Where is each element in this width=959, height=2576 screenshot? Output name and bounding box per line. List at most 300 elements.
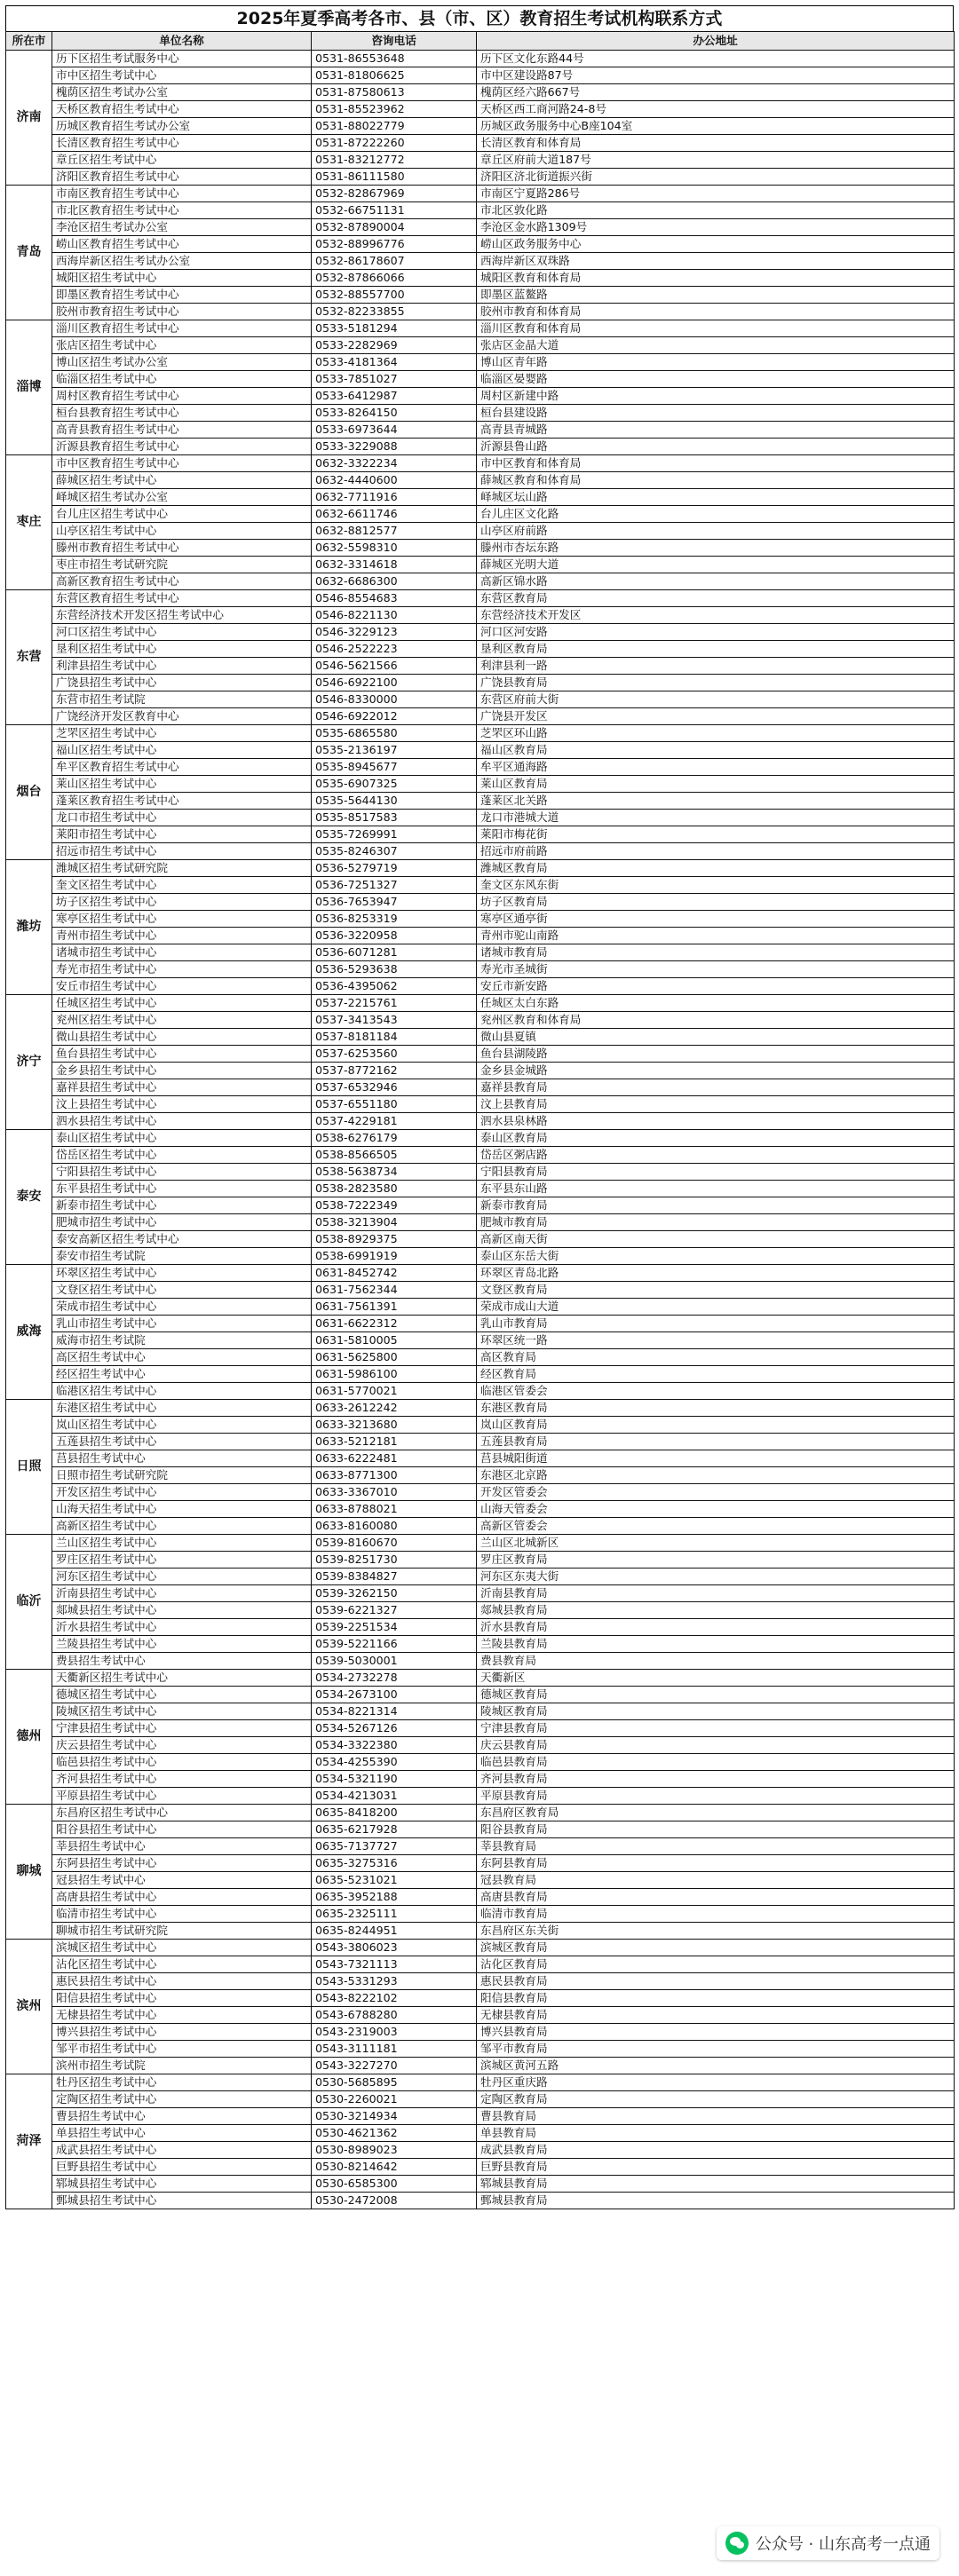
city-cell: 泰安 <box>6 1130 52 1265</box>
table-row <box>6 1012 955 1029</box>
table-row <box>6 1366 955 1383</box>
address-cell: 巨野县教育局 <box>477 2159 955 2176</box>
table-row <box>6 523 955 540</box>
table-row <box>6 742 955 759</box>
address-cell: 无棣县教育局 <box>477 2007 955 2024</box>
phone-cell: 0532-87866066 <box>312 270 477 287</box>
organization-name-cell: 寒亭区招生考试中心 <box>52 911 312 928</box>
table-row <box>6 826 955 843</box>
organization-name-cell: 泗水县招生考试中心 <box>52 1113 312 1130</box>
table-row <box>6 320 955 337</box>
address-cell: 莘县教育局 <box>477 1838 955 1855</box>
header-city: 所在市 <box>6 32 52 51</box>
table-row <box>6 1771 955 1788</box>
table-row <box>6 911 955 928</box>
table-row <box>6 995 955 1012</box>
city-cell: 青岛 <box>6 186 52 320</box>
organization-name-cell: 五莲县招生考试中心 <box>52 1434 312 1450</box>
organization-name-cell: 金乡县招生考试中心 <box>52 1063 312 1079</box>
organization-name-cell: 长清区教育招生考试中心 <box>52 135 312 152</box>
phone-cell: 0546-8330000 <box>312 691 477 708</box>
table-row <box>6 1434 955 1450</box>
phone-cell: 0539-8160670 <box>312 1535 477 1552</box>
organization-name-cell: 槐荫区招生考试办公室 <box>52 84 312 101</box>
table-row <box>6 1940 955 1956</box>
organization-name-cell: 临邑县招生考试中心 <box>52 1754 312 1771</box>
phone-cell: 0532-82867969 <box>312 186 477 202</box>
address-cell: 微山县夏镇 <box>477 1029 955 1046</box>
phone-cell: 0546-6922100 <box>312 675 477 691</box>
phone-cell: 0532-87890004 <box>312 219 477 236</box>
address-cell: 市北区敦化路 <box>477 202 955 219</box>
address-cell: 定陶区教育局 <box>477 2091 955 2108</box>
phone-cell: 0534-4255390 <box>312 1754 477 1771</box>
organization-name-cell: 临淄区招生考试中心 <box>52 371 312 388</box>
organization-name-cell: 河口区招生考试中心 <box>52 624 312 641</box>
organization-name-cell: 东港区招生考试中心 <box>52 1400 312 1417</box>
table-row <box>6 304 955 320</box>
table-row <box>6 2142 955 2159</box>
phone-cell: 0633-8788021 <box>312 1501 477 1518</box>
address-cell: 周村区新建中路 <box>477 388 955 405</box>
table-row <box>6 2041 955 2058</box>
phone-cell: 0537-6253560 <box>312 1046 477 1063</box>
city-cell: 烟台 <box>6 725 52 860</box>
address-cell: 福山区教育局 <box>477 742 955 759</box>
address-cell: 天衢新区 <box>477 1670 955 1687</box>
phone-cell: 0535-6907325 <box>312 776 477 793</box>
table-row <box>6 371 955 388</box>
page-title: 2025年夏季高考各市、县（市、区）教育招生考试机构联系方式 <box>5 5 954 31</box>
table-row <box>6 472 955 489</box>
phone-cell: 0538-3213904 <box>312 1214 477 1231</box>
address-cell: 环翠区统一路 <box>477 1332 955 1349</box>
phone-cell: 0632-7711916 <box>312 489 477 506</box>
table-row <box>6 1569 955 1585</box>
phone-cell: 0530-8989023 <box>312 2142 477 2159</box>
phone-cell: 0633-6222481 <box>312 1450 477 1467</box>
table-row <box>6 51 955 67</box>
address-cell: 高新区南天街 <box>477 1231 955 1248</box>
address-cell: 乳山市教育局 <box>477 1316 955 1332</box>
table-row <box>6 236 955 253</box>
phone-cell: 0531-85523962 <box>312 101 477 118</box>
organization-name-cell: 高区招生考试中心 <box>52 1349 312 1366</box>
table-row <box>6 422 955 439</box>
organization-name-cell: 胶州市教育招生考试中心 <box>52 304 312 320</box>
phone-cell: 0537-8772162 <box>312 1063 477 1079</box>
organization-name-cell: 环翠区招生考试中心 <box>52 1265 312 1282</box>
phone-cell: 0538-5638734 <box>312 1164 477 1181</box>
phone-cell: 0531-86111580 <box>312 169 477 186</box>
phone-cell: 0631-5770021 <box>312 1383 477 1400</box>
table-row <box>6 1265 955 1282</box>
phone-cell: 0631-7561391 <box>312 1299 477 1316</box>
address-cell: 冠县教育局 <box>477 1872 955 1889</box>
phone-cell: 0538-6991919 <box>312 1248 477 1265</box>
city-cell: 济南 <box>6 51 52 186</box>
address-cell: 嘉祥县教育局 <box>477 1079 955 1096</box>
phone-cell: 0632-3314618 <box>312 557 477 573</box>
organization-name-cell: 李沧区招生考试办公室 <box>52 219 312 236</box>
table-row <box>6 202 955 219</box>
address-cell: 陵城区教育局 <box>477 1703 955 1720</box>
address-cell: 新泰市教育局 <box>477 1197 955 1214</box>
table-row <box>6 944 955 961</box>
address-cell: 成武县教育局 <box>477 2142 955 2159</box>
organization-name-cell: 天衢新区招生考试中心 <box>52 1670 312 1687</box>
organization-name-cell: 开发区招生考试中心 <box>52 1484 312 1501</box>
phone-cell: 0532-88996776 <box>312 236 477 253</box>
phone-cell: 0632-3322234 <box>312 455 477 472</box>
table-row <box>6 1450 955 1467</box>
table-row <box>6 1079 955 1096</box>
header-phone: 咨询电话 <box>312 32 477 51</box>
phone-cell: 0543-3111181 <box>312 2041 477 2058</box>
address-cell: 槐荫区经六路667号 <box>477 84 955 101</box>
phone-cell: 0530-4621362 <box>312 2125 477 2142</box>
address-cell: 崂山区政务服务中心 <box>477 236 955 253</box>
organization-name-cell: 阳谷县招生考试中心 <box>52 1821 312 1838</box>
phone-cell: 0531-83212772 <box>312 152 477 169</box>
organization-name-cell: 乳山市招生考试中心 <box>52 1316 312 1332</box>
organization-name-cell: 费县招生考试中心 <box>52 1653 312 1670</box>
organization-name-cell: 任城区招生考试中心 <box>52 995 312 1012</box>
table-row <box>6 675 955 691</box>
phone-cell: 0531-81806625 <box>312 67 477 84</box>
table-row <box>6 1805 955 1821</box>
phone-cell: 0632-8812577 <box>312 523 477 540</box>
organization-name-cell: 坊子区招生考试中心 <box>52 894 312 911</box>
address-cell: 环翠区青岛北路 <box>477 1265 955 1282</box>
organization-name-cell: 邹平市招生考试中心 <box>52 2041 312 2058</box>
address-cell: 薛城区光明大道 <box>477 557 955 573</box>
table-row <box>6 1501 955 1518</box>
address-cell: 广饶县教育局 <box>477 675 955 691</box>
table-row <box>6 1552 955 1569</box>
table-row <box>6 776 955 793</box>
address-cell: 肥城市教育局 <box>477 1214 955 1231</box>
organization-name-cell: 台儿庄区招生考试中心 <box>52 506 312 523</box>
table-row <box>6 590 955 607</box>
address-cell: 荣成市成山大道 <box>477 1299 955 1316</box>
address-cell: 东营经济技术开发区 <box>477 607 955 624</box>
address-cell: 沂水县教育局 <box>477 1619 955 1636</box>
address-cell: 台儿庄区文化路 <box>477 506 955 523</box>
organization-name-cell: 泰安高新区招生考试中心 <box>52 1231 312 1248</box>
phone-cell: 0635-8418200 <box>312 1805 477 1821</box>
table-row <box>6 691 955 708</box>
table-row <box>6 961 955 978</box>
address-cell: 山亭区府前路 <box>477 523 955 540</box>
table-row <box>6 1113 955 1130</box>
table-row <box>6 2024 955 2041</box>
phone-cell: 0536-6071281 <box>312 944 477 961</box>
header-address: 办公地址 <box>477 32 955 51</box>
address-cell: 坊子区教育局 <box>477 894 955 911</box>
table-row <box>6 1063 955 1079</box>
phone-cell: 0534-2732278 <box>312 1670 477 1687</box>
phone-cell: 0631-6622312 <box>312 1316 477 1332</box>
address-cell: 泰山区教育局 <box>477 1130 955 1147</box>
phone-cell: 0635-5231021 <box>312 1872 477 1889</box>
organization-name-cell: 威海市招生考试院 <box>52 1332 312 1349</box>
address-cell: 滨城区黄河五路 <box>477 2058 955 2074</box>
organization-name-cell: 平原县招生考试中心 <box>52 1788 312 1805</box>
table-row <box>6 1703 955 1720</box>
phone-cell: 0539-8251730 <box>312 1552 477 1569</box>
table-row <box>6 405 955 422</box>
table-row <box>6 725 955 742</box>
phone-cell: 0536-5279719 <box>312 860 477 877</box>
phone-cell: 0534-2673100 <box>312 1687 477 1703</box>
table-row <box>6 2193 955 2209</box>
organization-name-cell: 龙口市招生考试中心 <box>52 810 312 826</box>
table-row <box>6 337 955 354</box>
address-cell: 经区教育局 <box>477 1366 955 1383</box>
address-cell: 历下区文化东路44号 <box>477 51 955 67</box>
organization-name-cell: 临港区招生考试中心 <box>52 1383 312 1400</box>
table-row <box>6 1821 955 1838</box>
phone-cell: 0633-2612242 <box>312 1400 477 1417</box>
organization-name-cell: 广饶经济开发区教育中心 <box>52 708 312 725</box>
organization-name-cell: 聊城市招生考试研究院 <box>52 1923 312 1940</box>
city-cell: 威海 <box>6 1265 52 1400</box>
organization-name-cell: 阳信县招生考试中心 <box>52 1990 312 2007</box>
address-cell: 长清区教育和体育局 <box>477 135 955 152</box>
address-cell: 齐河县教育局 <box>477 1771 955 1788</box>
table-row <box>6 1282 955 1299</box>
phone-cell: 0532-66751131 <box>312 202 477 219</box>
city-cell: 枣庄 <box>6 455 52 590</box>
organization-name-cell: 高新区教育招生考试中心 <box>52 573 312 590</box>
table-row <box>6 540 955 557</box>
phone-cell: 0632-5598310 <box>312 540 477 557</box>
address-cell: 沂源县鲁山路 <box>477 439 955 455</box>
phone-cell: 0534-8221314 <box>312 1703 477 1720</box>
address-cell: 芝罘区环山路 <box>477 725 955 742</box>
organization-name-cell: 即墨区教育招生考试中心 <box>52 287 312 304</box>
organization-name-cell: 高唐县招生考试中心 <box>52 1889 312 1906</box>
organization-name-cell: 兰陵县招生考试中心 <box>52 1636 312 1653</box>
organization-name-cell: 陵城区招生考试中心 <box>52 1703 312 1720</box>
city-cell: 淄博 <box>6 320 52 455</box>
address-cell: 庆云县教育局 <box>477 1737 955 1754</box>
phone-cell: 0534-3322380 <box>312 1737 477 1754</box>
city-cell: 东营 <box>6 590 52 725</box>
organization-name-cell: 东营市招生考试院 <box>52 691 312 708</box>
address-cell: 淄川区教育和体育局 <box>477 320 955 337</box>
phone-cell: 0538-8566505 <box>312 1147 477 1164</box>
table-row <box>6 1956 955 1973</box>
table-row <box>6 169 955 186</box>
organization-name-cell: 泰山区招生考试中心 <box>52 1130 312 1147</box>
address-cell: 费县教育局 <box>477 1653 955 1670</box>
organization-name-cell: 薛城区招生考试中心 <box>52 472 312 489</box>
address-cell: 惠民县教育局 <box>477 1973 955 1990</box>
address-cell: 汶上县教育局 <box>477 1096 955 1113</box>
wechat-icon <box>725 2532 749 2555</box>
address-cell: 宁津县教育局 <box>477 1720 955 1737</box>
organization-name-cell: 微山县招生考试中心 <box>52 1029 312 1046</box>
address-cell: 高新区管委会 <box>477 1518 955 1535</box>
organization-name-cell: 沾化区招生考试中心 <box>52 1956 312 1973</box>
phone-cell: 0632-4440600 <box>312 472 477 489</box>
table-row <box>6 2176 955 2193</box>
table-row <box>6 557 955 573</box>
organization-name-cell: 广饶县招生考试中心 <box>52 675 312 691</box>
phone-cell: 0537-6532946 <box>312 1079 477 1096</box>
address-cell: 蓬莱区北关路 <box>477 793 955 810</box>
table-row <box>6 1720 955 1737</box>
address-cell: 邹平市教育局 <box>477 2041 955 2058</box>
address-cell: 泰山区东岳大街 <box>477 1248 955 1265</box>
address-cell: 泗水县泉林路 <box>477 1113 955 1130</box>
organization-name-cell: 东昌府区招生考试中心 <box>52 1805 312 1821</box>
phone-cell: 0533-4181364 <box>312 354 477 371</box>
organization-name-cell: 高新区招生考试中心 <box>52 1518 312 1535</box>
table-row <box>6 67 955 84</box>
phone-cell: 0635-8244951 <box>312 1923 477 1940</box>
organization-name-cell: 滨州市招生考试院 <box>52 2058 312 2074</box>
organization-name-cell: 莘县招生考试中心 <box>52 1838 312 1855</box>
phone-cell: 0543-7321113 <box>312 1956 477 1973</box>
contact-table <box>5 31 955 2209</box>
city-cell: 聊城 <box>6 1805 52 1940</box>
address-cell: 张店区金晶大道 <box>477 337 955 354</box>
phone-cell: 0531-87222260 <box>312 135 477 152</box>
phone-cell: 0543-8222102 <box>312 1990 477 2007</box>
table-row <box>6 2125 955 2142</box>
table-row <box>6 1585 955 1602</box>
phone-cell: 0538-6276179 <box>312 1130 477 1147</box>
address-cell: 临清市教育局 <box>477 1906 955 1923</box>
table-row <box>6 1619 955 1636</box>
organization-name-cell: 鱼台县招生考试中心 <box>52 1046 312 1063</box>
address-cell: 沂南县教育局 <box>477 1585 955 1602</box>
phone-cell: 0534-5267126 <box>312 1720 477 1737</box>
table-row <box>6 118 955 135</box>
phone-cell: 0543-3806023 <box>312 1940 477 1956</box>
organization-name-cell: 淄川区教育招生考试中心 <box>52 320 312 337</box>
phone-cell: 0533-2282969 <box>312 337 477 354</box>
watermark <box>717 2526 939 2560</box>
organization-name-cell: 庆云县招生考试中心 <box>52 1737 312 1754</box>
address-cell: 薛城区教育和体育局 <box>477 472 955 489</box>
organization-name-cell: 历下区招生考试服务中心 <box>52 51 312 67</box>
address-cell: 博山区青年路 <box>477 354 955 371</box>
phone-cell: 0543-3227270 <box>312 2058 477 2074</box>
phone-cell: 0635-3952188 <box>312 1889 477 1906</box>
phone-cell: 0535-2136197 <box>312 742 477 759</box>
organization-name-cell: 安丘市招生考试中心 <box>52 978 312 995</box>
table-row <box>6 2074 955 2091</box>
table-row <box>6 1754 955 1771</box>
organization-name-cell: 泰安市招生考试院 <box>52 1248 312 1265</box>
address-cell: 诸城市教育局 <box>477 944 955 961</box>
organization-name-cell: 招远市招生考试中心 <box>52 843 312 860</box>
phone-cell: 0531-88022779 <box>312 118 477 135</box>
address-cell: 博兴县教育局 <box>477 2024 955 2041</box>
phone-cell: 0533-6973644 <box>312 422 477 439</box>
phone-cell: 0546-8554683 <box>312 590 477 607</box>
phone-cell: 0537-3413543 <box>312 1012 477 1029</box>
address-cell: 东港区教育局 <box>477 1400 955 1417</box>
table-row <box>6 1990 955 2007</box>
organization-name-cell: 历城区教育招生考试办公室 <box>52 118 312 135</box>
table-row <box>6 877 955 894</box>
table-row <box>6 1467 955 1484</box>
address-cell: 济阳区济北街道振兴街 <box>477 169 955 186</box>
address-cell: 市中区建设路87号 <box>477 67 955 84</box>
table-row <box>6 1518 955 1535</box>
phone-cell: 0530-3214934 <box>312 2108 477 2125</box>
phone-cell: 0539-5221166 <box>312 1636 477 1653</box>
organization-name-cell: 诸城市招生考试中心 <box>52 944 312 961</box>
table-row <box>6 708 955 725</box>
address-cell: 鄄城县教育局 <box>477 2193 955 2209</box>
city-cell: 日照 <box>6 1400 52 1535</box>
table-row <box>6 1029 955 1046</box>
organization-name-cell: 嘉祥县招生考试中心 <box>52 1079 312 1096</box>
phone-cell: 0537-4229181 <box>312 1113 477 1130</box>
city-cell: 济宁 <box>6 995 52 1130</box>
organization-name-cell: 罗庄区招生考试中心 <box>52 1552 312 1569</box>
address-cell: 高新区锦水路 <box>477 573 955 590</box>
phone-cell: 0538-2823580 <box>312 1181 477 1197</box>
phone-cell: 0631-5625800 <box>312 1349 477 1366</box>
table-row <box>6 843 955 860</box>
organization-name-cell: 日照市招生考试研究院 <box>52 1467 312 1484</box>
address-cell: 市南区宁夏路286号 <box>477 186 955 202</box>
address-cell: 单县教育局 <box>477 2125 955 2142</box>
table-row <box>6 1164 955 1181</box>
table-row <box>6 1130 955 1147</box>
table-row <box>6 1687 955 1703</box>
phone-cell: 0533-8264150 <box>312 405 477 422</box>
phone-cell: 0546-2522223 <box>312 641 477 658</box>
header-row <box>6 32 955 51</box>
organization-name-cell: 牡丹区招生考试中心 <box>52 2074 312 2091</box>
table-row <box>6 641 955 658</box>
table-row <box>6 860 955 877</box>
phone-cell: 0635-3275316 <box>312 1855 477 1872</box>
table-row <box>6 928 955 944</box>
address-cell: 山海天管委会 <box>477 1501 955 1518</box>
address-cell: 德城区教育局 <box>477 1687 955 1703</box>
phone-cell: 0534-4213031 <box>312 1788 477 1805</box>
table-row <box>6 793 955 810</box>
organization-name-cell: 滕州市教育招生考试中心 <box>52 540 312 557</box>
organization-name-cell: 东营区教育招生考试中心 <box>52 590 312 607</box>
organization-name-cell: 城阳区招生考试中心 <box>52 270 312 287</box>
table-row <box>6 1737 955 1754</box>
address-cell: 高青县青城路 <box>477 422 955 439</box>
table-row <box>6 624 955 641</box>
header-name: 单位名称 <box>52 32 312 51</box>
table-row <box>6 1231 955 1248</box>
address-cell: 宁阳县教育局 <box>477 1164 955 1181</box>
organization-name-cell: 垦利区招生考试中心 <box>52 641 312 658</box>
address-cell: 岚山区教育局 <box>477 1417 955 1434</box>
table-row <box>6 101 955 118</box>
address-cell: 五莲县教育局 <box>477 1434 955 1450</box>
address-cell: 李沧区金水路1309号 <box>477 219 955 236</box>
organization-name-cell: 莱阳市招生考试中心 <box>52 826 312 843</box>
address-cell: 峄城区坛山路 <box>477 489 955 506</box>
table-row <box>6 1383 955 1400</box>
phone-cell: 0631-5986100 <box>312 1366 477 1383</box>
